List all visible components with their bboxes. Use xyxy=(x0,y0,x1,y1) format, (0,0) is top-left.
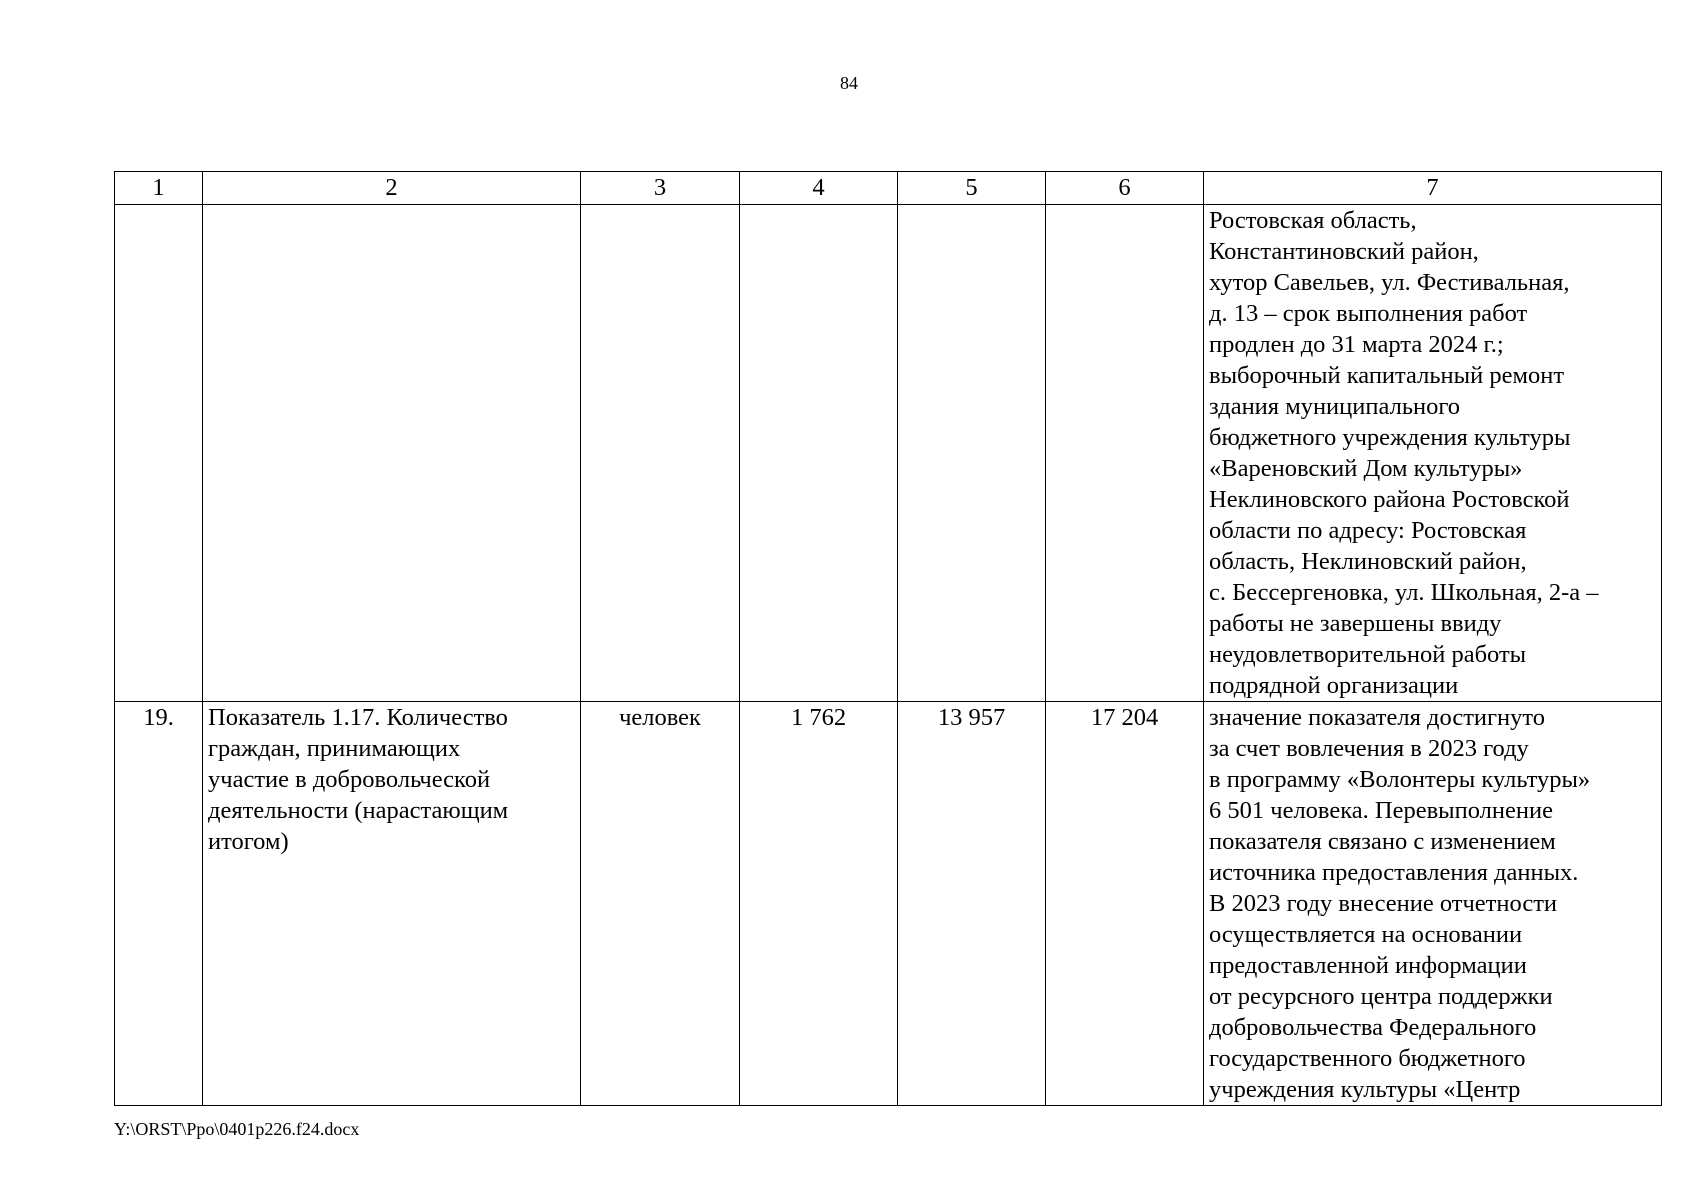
value-cell-4: 1 762 xyxy=(740,702,898,1106)
table-header-row xyxy=(115,172,1662,205)
file-path-footer: Y:\ORST\Ppo\0401p226.f24.docx xyxy=(114,1119,360,1139)
value-cell-6: 17 204 xyxy=(1046,702,1204,1106)
indicator-cell xyxy=(203,205,581,702)
column-header: 1 xyxy=(115,172,203,205)
row-number-cell xyxy=(115,205,203,702)
comment-cell: Ростовская область, Константиновский район, хутор Савельев, ул. Фестивальная, д. 13 – срок выполнения работ продлен до 31 марта 2024 г.; выборочный капитальный ремонт здания муниципального бюджетного учреждения культуры «Вареновский Дом культуры» Неклиновского района Ростовской области по адресу: Ростовская область, Неклиновский район, с. Бессергеновка, ул. Школьная, 2-а – работы не завершены ввиду неудовлетворительной работы подрядной организации xyxy=(1204,205,1662,702)
column-header: 2 xyxy=(203,172,581,205)
value-cell-5 xyxy=(898,205,1046,702)
table-row xyxy=(115,205,1662,702)
column-header: 7 xyxy=(1204,172,1662,205)
indicator-cell: Показатель 1.17. Количество граждан, принимающих участие в добровольческой деятельности (нарастающим итогом) xyxy=(203,702,581,1106)
table-row xyxy=(115,702,1662,1106)
page-number: 84 xyxy=(840,73,858,93)
column-header: 4 xyxy=(740,172,898,205)
value-cell-4 xyxy=(740,205,898,702)
unit-cell: человек xyxy=(581,702,740,1106)
row-number-cell: 19. xyxy=(115,702,203,1106)
value-cell-6 xyxy=(1046,205,1204,702)
column-header: 5 xyxy=(898,172,1046,205)
comment-cell xyxy=(1204,702,1662,1106)
comment-text: значение показателя достигнуто за счет вовлечения в 2023 году в программу «Волонтеры культуры» 6 501 человека. Перевыполнение показателя связано с изменением источника предоставления данных. В 2023 году внесение отчетности осуществляется на основании предоставленной информации от ресурсного центра поддержки добровольчества Федерального государственного бюджетного учреждения культуры «Центр xyxy=(1209,704,1591,1103)
unit-cell xyxy=(581,205,740,702)
report-table xyxy=(114,171,1662,1106)
column-header: 6 xyxy=(1046,172,1204,205)
column-header: 3 xyxy=(581,172,740,205)
value-cell-5: 13 957 xyxy=(898,702,1046,1106)
